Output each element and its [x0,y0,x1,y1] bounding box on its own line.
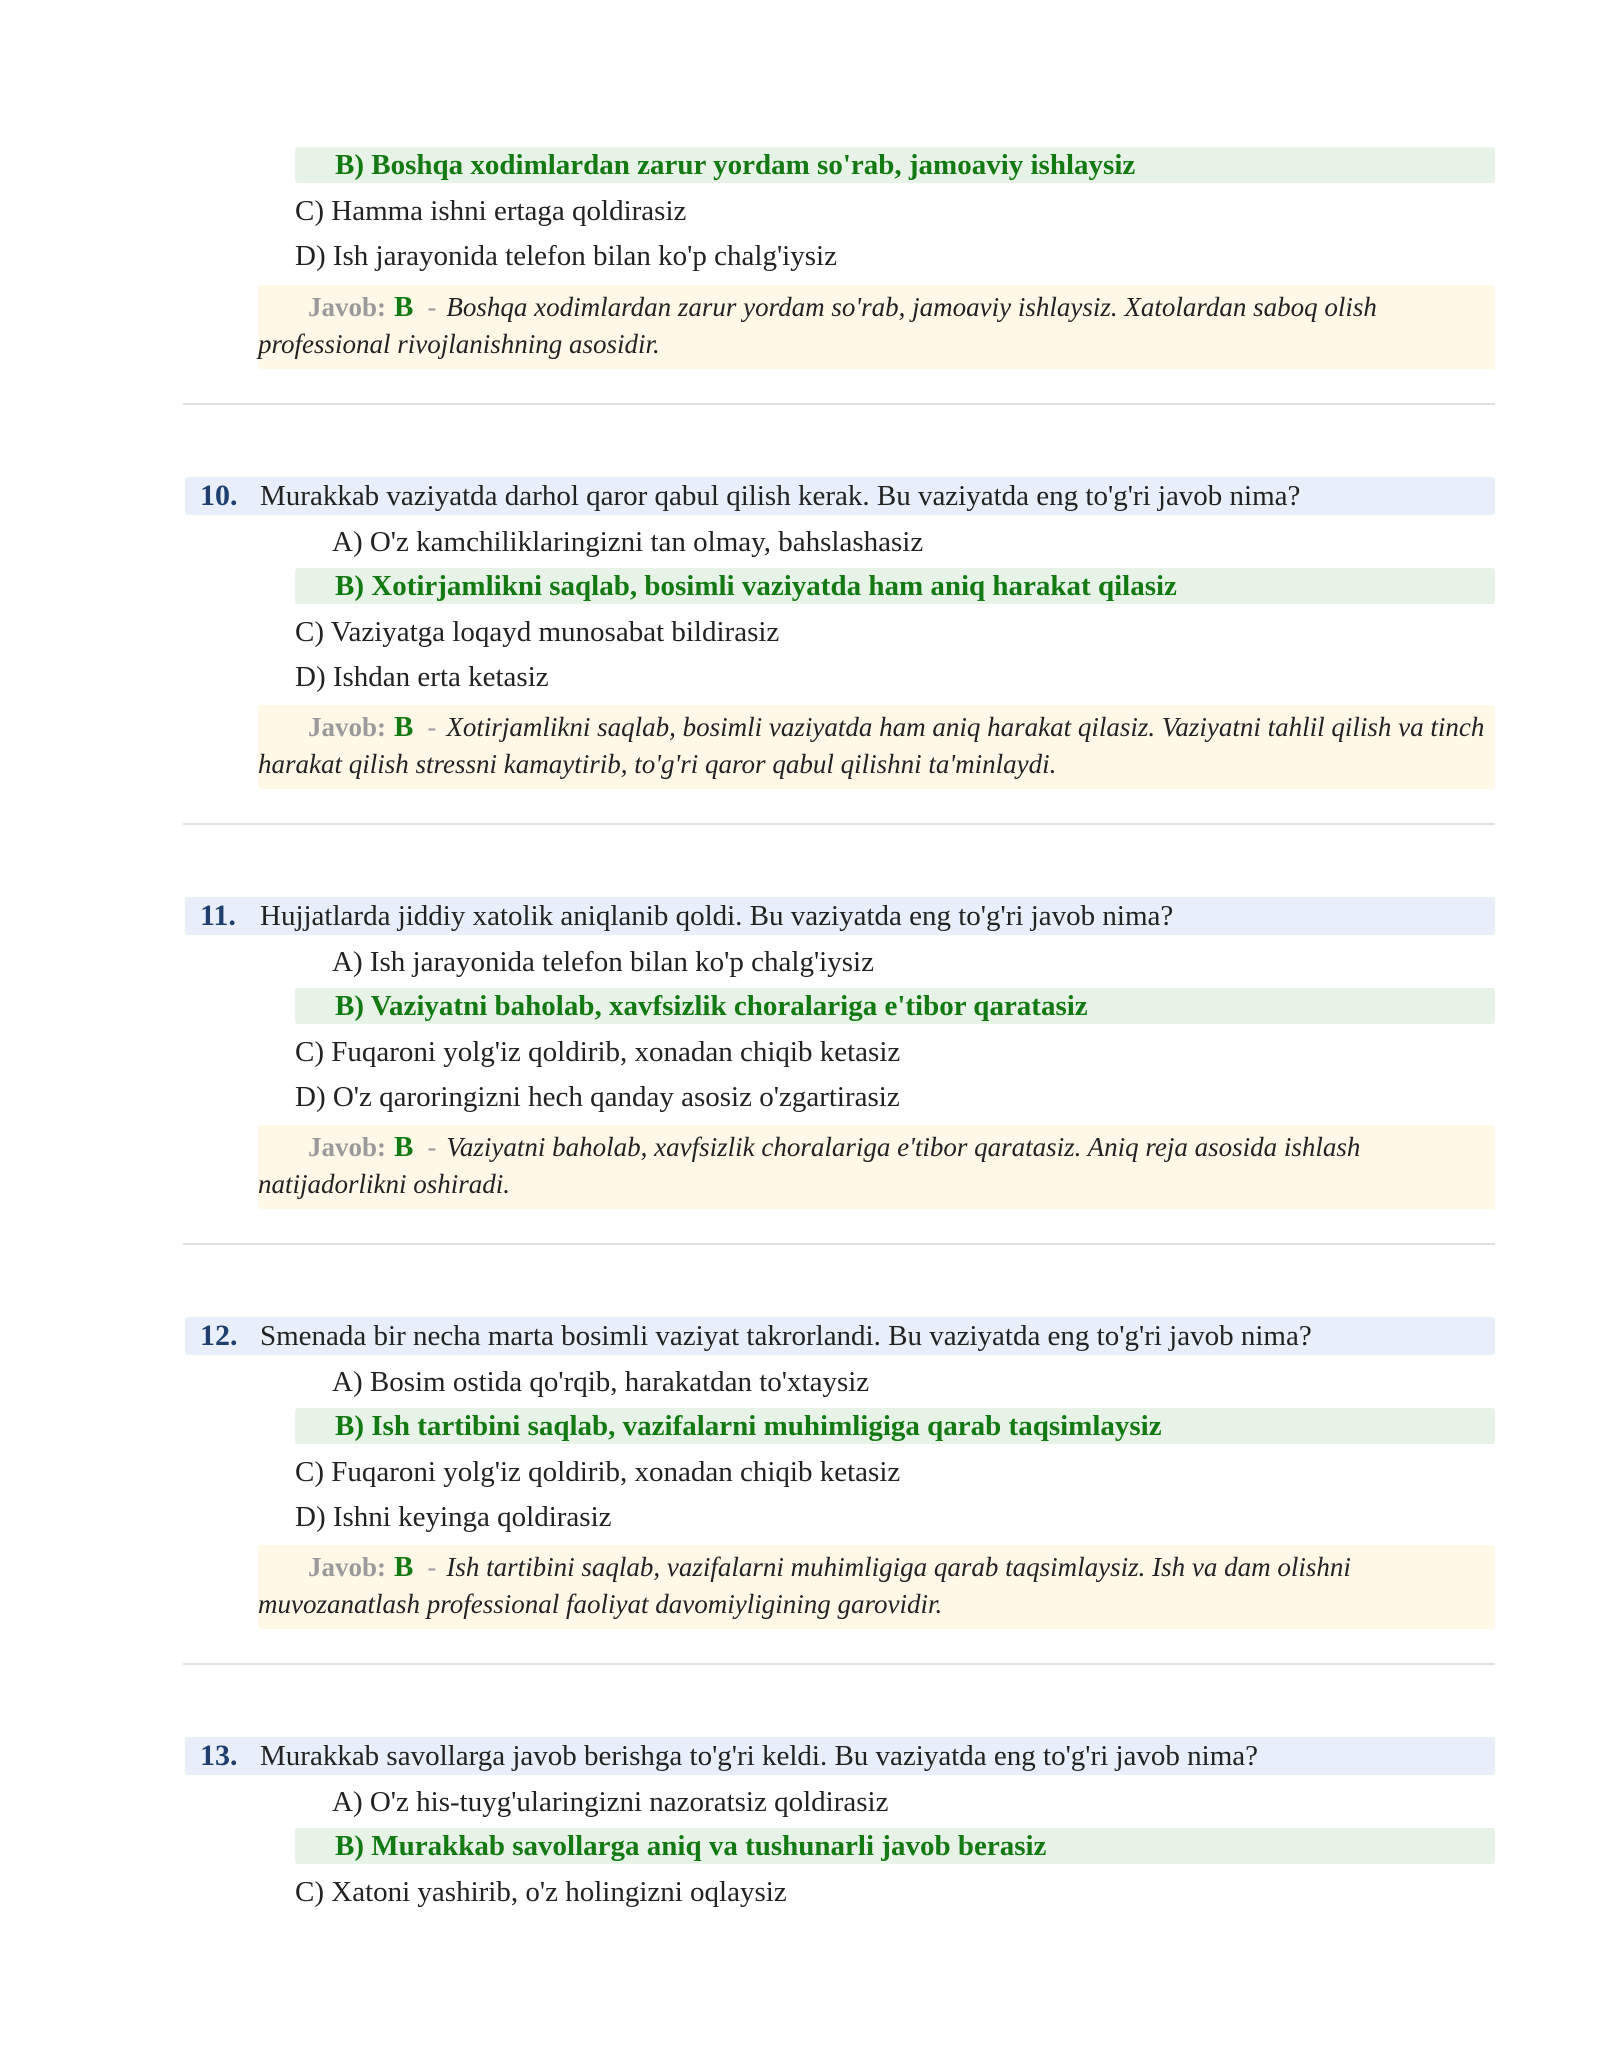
q12-option-a: A) Bosim ostida qo'rqib, harakatdan to'xtaysiz [332,1366,870,1398]
q10-option-b-correct: B) Xotirjamlikni saqlab, bosimli vaziyatda ham aniq harakat qilasiz [295,568,1495,604]
question-text: Smenada bir necha marta bosimli vaziyat takrorlandi. Bu vaziyatda eng to'g'ri javob nima? [260,1320,1312,1352]
q12-answer-box [258,1545,1495,1629]
answer-dash: - [427,1552,437,1582]
q10-answer-box [258,705,1495,789]
q10-option-d: D) Ishdan erta ketasiz [295,661,549,693]
answer-dash: - [427,1132,437,1162]
q12-option-d: D) Ishni keyinga qoldirasiz [295,1501,612,1533]
question-number: 13. [200,1739,238,1772]
answer-letter: B [394,1551,414,1583]
question-12 [185,1317,1495,1355]
q11-answer-box [258,1125,1495,1209]
divider [183,1243,1495,1245]
answer-explanation: Ish tartibini saqlab, vazifalarni muhimligiga qarab taqsimlaysiz. Ish va dam olishni muvozanatlash professional faoliyat davomiyligining garovidir. [258,1552,1351,1619]
q9-option-c: C) Hamma ishni ertaga qoldirasiz [295,195,687,227]
question-10 [185,477,1495,515]
question-number: 11. [200,899,236,932]
answer-label: Javob: [308,1552,387,1582]
answer-letter: B [394,291,414,323]
q10-option-a: A) O'z kamchiliklaringizni tan olmay, bahslashasiz [332,526,924,558]
question-text: Murakkab vaziyatda darhol qaror qabul qilish kerak. Bu vaziyatda eng to'g'ri javob nima? [260,480,1301,512]
answer-label: Javob: [308,712,387,742]
answer-explanation: Xotirjamlikni saqlab, bosimli vaziyatda ham aniq harakat qilasiz. Vaziyatni tahlil qilish va tinch harakat qilish stressni kamaytirib, to'g'ri qaror qabul qilishni ta'minlaydi. [258,712,1485,779]
divider [183,823,1495,825]
q9-option-d: D) Ish jarayonida telefon bilan ko'p chalg'iysiz [295,240,837,272]
question-number: 12. [200,1319,238,1352]
q11-option-b-correct: B) Vaziyatni baholab, xavfsizlik choralariga e'tibor qaratasiz [295,988,1495,1024]
answer-letter: B [394,1131,414,1163]
q12-option-c: C) Fuqaroni yolg'iz qoldirib, xonadan chiqib ketasiz [295,1456,901,1488]
question-text: Hujjatlarda jiddiy xatolik aniqlanib qoldi. Bu vaziyatda eng to'g'ri javob nima? [260,900,1174,932]
divider [183,1663,1495,1665]
divider [183,403,1495,405]
answer-letter: B [394,711,414,743]
q12-option-b-correct: B) Ish tartibini saqlab, vazifalarni muhimligiga qarab taqsimlaysiz [295,1408,1495,1444]
q11-option-c: C) Fuqaroni yolg'iz qoldirib, xonadan chiqib ketasiz [295,1036,901,1068]
question-text: Murakkab savollarga javob berishga to'g'ri keldi. Bu vaziyatda eng to'g'ri javob nima? [260,1740,1259,1772]
answer-explanation: Boshqa xodimlardan zarur yordam so'rab, jamoaviy ishlaysiz. Xatolardan saboq olish professional rivojlanishning asosidir. [258,292,1377,359]
answer-explanation: Vaziyatni baholab, xavfsizlik choralariga e'tibor qaratasiz. Aniq reja asosida ishlash natijadorlikni oshiradi. [258,1132,1361,1199]
question-number: 10. [200,479,238,512]
q13-option-b-correct: B) Murakkab savollarga aniq va tushunarli javob berasiz [295,1828,1495,1864]
question-13 [185,1737,1495,1775]
answer-label: Javob: [308,1132,387,1162]
q11-option-a: A) Ish jarayonida telefon bilan ko'p chalg'iysiz [332,946,874,978]
q13-option-a: A) O'z his-tuyg'ularingizni nazoratsiz qoldirasiz [332,1786,889,1818]
question-11 [185,897,1495,935]
q9-answer-box [258,285,1495,369]
q11-option-d: D) O'z qaroringizni hech qanday asosiz o'zgartirasiz [295,1081,900,1113]
answer-dash: - [427,712,437,742]
answer-dash: - [427,292,437,322]
q10-option-c: C) Vaziyatga loqayd munosabat bildirasiz [295,616,780,648]
q13-option-c: C) Xatoni yashirib, o'z holingizni oqlaysiz [295,1876,787,1908]
answer-label: Javob: [308,292,387,322]
q9-option-b-correct: B) Boshqa xodimlardan zarur yordam so'rab, jamoaviy ishlaysiz [295,147,1495,183]
